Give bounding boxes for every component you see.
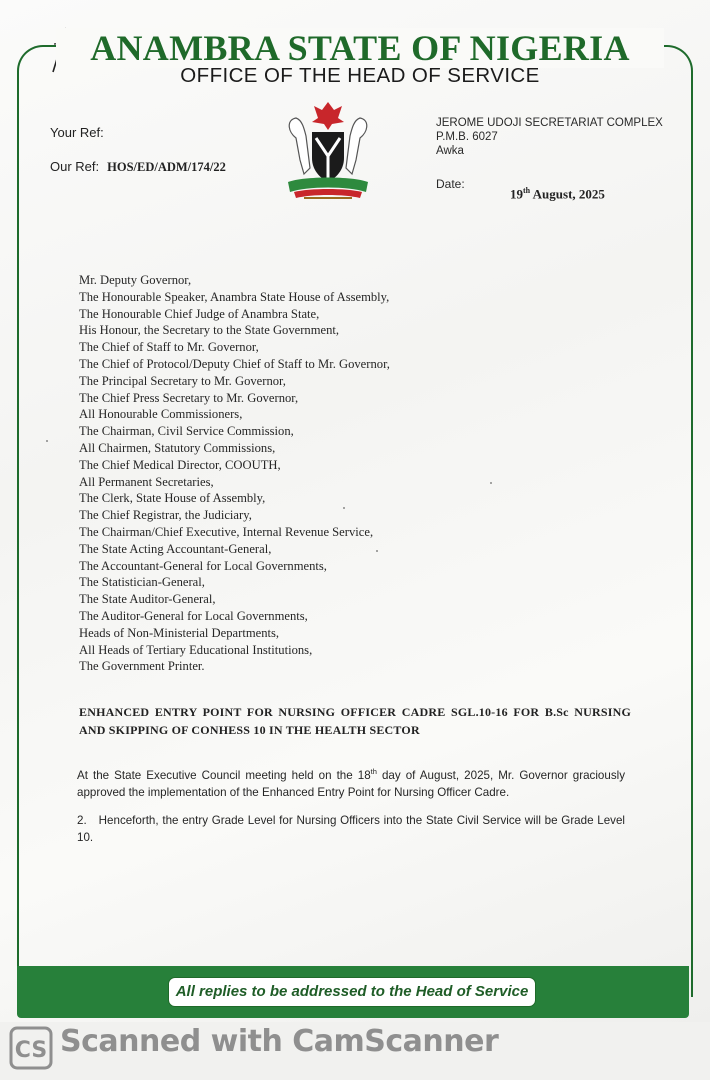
paper-speck	[490, 482, 492, 484]
footer-note: All replies to be addressed to the Head of Service	[168, 977, 536, 1007]
paragraph-1-start: At the State Executive Council meeting held on the 18	[77, 768, 371, 782]
addressee-item: The Government Printer.	[79, 659, 205, 674]
office-title: OFFICE OF THE HEAD OF SERVICE	[180, 64, 540, 87]
addressee-item: The Chief Medical Director, COOUTH,	[79, 457, 281, 472]
paper-speck	[343, 507, 345, 509]
addressee-item: The Honourable Chief Judge of Anambra State,	[79, 306, 320, 321]
address-line-2: P.M.B. 6027	[436, 131, 498, 143]
office-address	[436, 116, 663, 158]
letter-subject: ENHANCED ENTRY POINT FOR NURSING OFFICER CADRE SGL.10-16 FOR B.Sc NURSING AND SKIPPING OF CONHESS 10 IN THE HEALTH SECTOR	[79, 705, 631, 737]
date-day: 19	[510, 186, 523, 202]
paper-speck	[46, 440, 48, 442]
addressee-item: All Chairmen, Statutory Commissions,	[79, 440, 276, 455]
date-month-year: August, 2025	[530, 186, 605, 202]
paragraph-1-suffix: th	[370, 767, 377, 776]
addressee-item: All Heads of Tertiary Educational Institutions,	[79, 642, 313, 657]
addressee-item: His Honour, the Secretary to the State Government,	[79, 323, 340, 338]
address-line-1: JEROME UDOJI SECRETARIAT COMPLEX	[436, 117, 663, 129]
addressee-item: The Chief of Protocol/Deputy Chief of Staff to Mr. Governor,	[79, 356, 390, 371]
addressee-item: The State Auditor-General,	[79, 592, 216, 607]
addressee-item: The Principal Secretary to Mr. Governor,	[79, 373, 286, 388]
addressee-item: The Statistician-General,	[79, 575, 205, 590]
address-line-3: Awka	[436, 145, 464, 157]
paragraph-2-number: 2.	[77, 814, 87, 827]
addressee-item: The Chief of Staff to Mr. Governor,	[79, 340, 259, 355]
addressee-list	[79, 272, 390, 675]
addressee-item: Heads of Non-Ministerial Departments,	[79, 625, 280, 640]
state-title: ANAMBRA STATE OF NIGERIA	[56, 28, 664, 68]
date-label: Date:	[436, 177, 465, 191]
addressee-item: The Accountant-General for Local Governments,	[79, 558, 327, 573]
paragraph-2	[77, 812, 625, 846]
paragraph-2-text: Henceforth, the entry Grade Level for Nursing Officers into the State Civil Service will be Grade Level 10.	[77, 814, 625, 844]
your-ref-label: Your Ref:	[50, 125, 104, 140]
addressee-item: The Chairman, Civil Service Commission,	[79, 424, 294, 439]
scanner-watermark-text: Scanned with CamScanner	[60, 1024, 499, 1059]
date-day-suffix: th	[523, 186, 531, 195]
addressee-item: Mr. Deputy Governor,	[79, 273, 192, 287]
our-ref-value: HOS/ED/ADM/174/22	[107, 160, 226, 174]
our-ref-label: Our Ref:	[50, 159, 100, 174]
addressee-item: The State Acting Accountant-General,	[79, 541, 272, 556]
addressee-item: The Chairman/Chief Executive, Internal Revenue Service,	[79, 524, 374, 539]
paragraph-1	[77, 763, 625, 801]
addressee-item: The Honourable Speaker, Anambra State House of Assembly,	[79, 289, 390, 304]
addressee-item: The Chief Press Secretary to Mr. Governor,	[79, 390, 299, 405]
addressee-item: The Auditor-General for Local Governments,	[79, 608, 308, 623]
coat-of-arms-icon	[274, 98, 382, 206]
camscanner-logo-icon	[9, 1026, 53, 1070]
addressee-item: The Chief Registrar, the Judiciary,	[79, 508, 252, 523]
addressee-item: The Clerk, State House of Assembly,	[79, 491, 266, 506]
addressee-item: All Honourable Commissioners,	[79, 407, 243, 422]
addressee-item: All Permanent Secretaries,	[79, 474, 214, 489]
our-ref	[50, 159, 226, 175]
your-ref	[50, 125, 104, 140]
paper-speck	[376, 550, 378, 552]
paragraph-1-end: day of August, 2025, Mr. Governor graciously approved the implementation of the Enhanced Entry Point for Nursing Officer Cadre.	[77, 768, 625, 799]
letter-date	[510, 186, 605, 202]
camscanner-logo-text: CS	[14, 1038, 48, 1063]
